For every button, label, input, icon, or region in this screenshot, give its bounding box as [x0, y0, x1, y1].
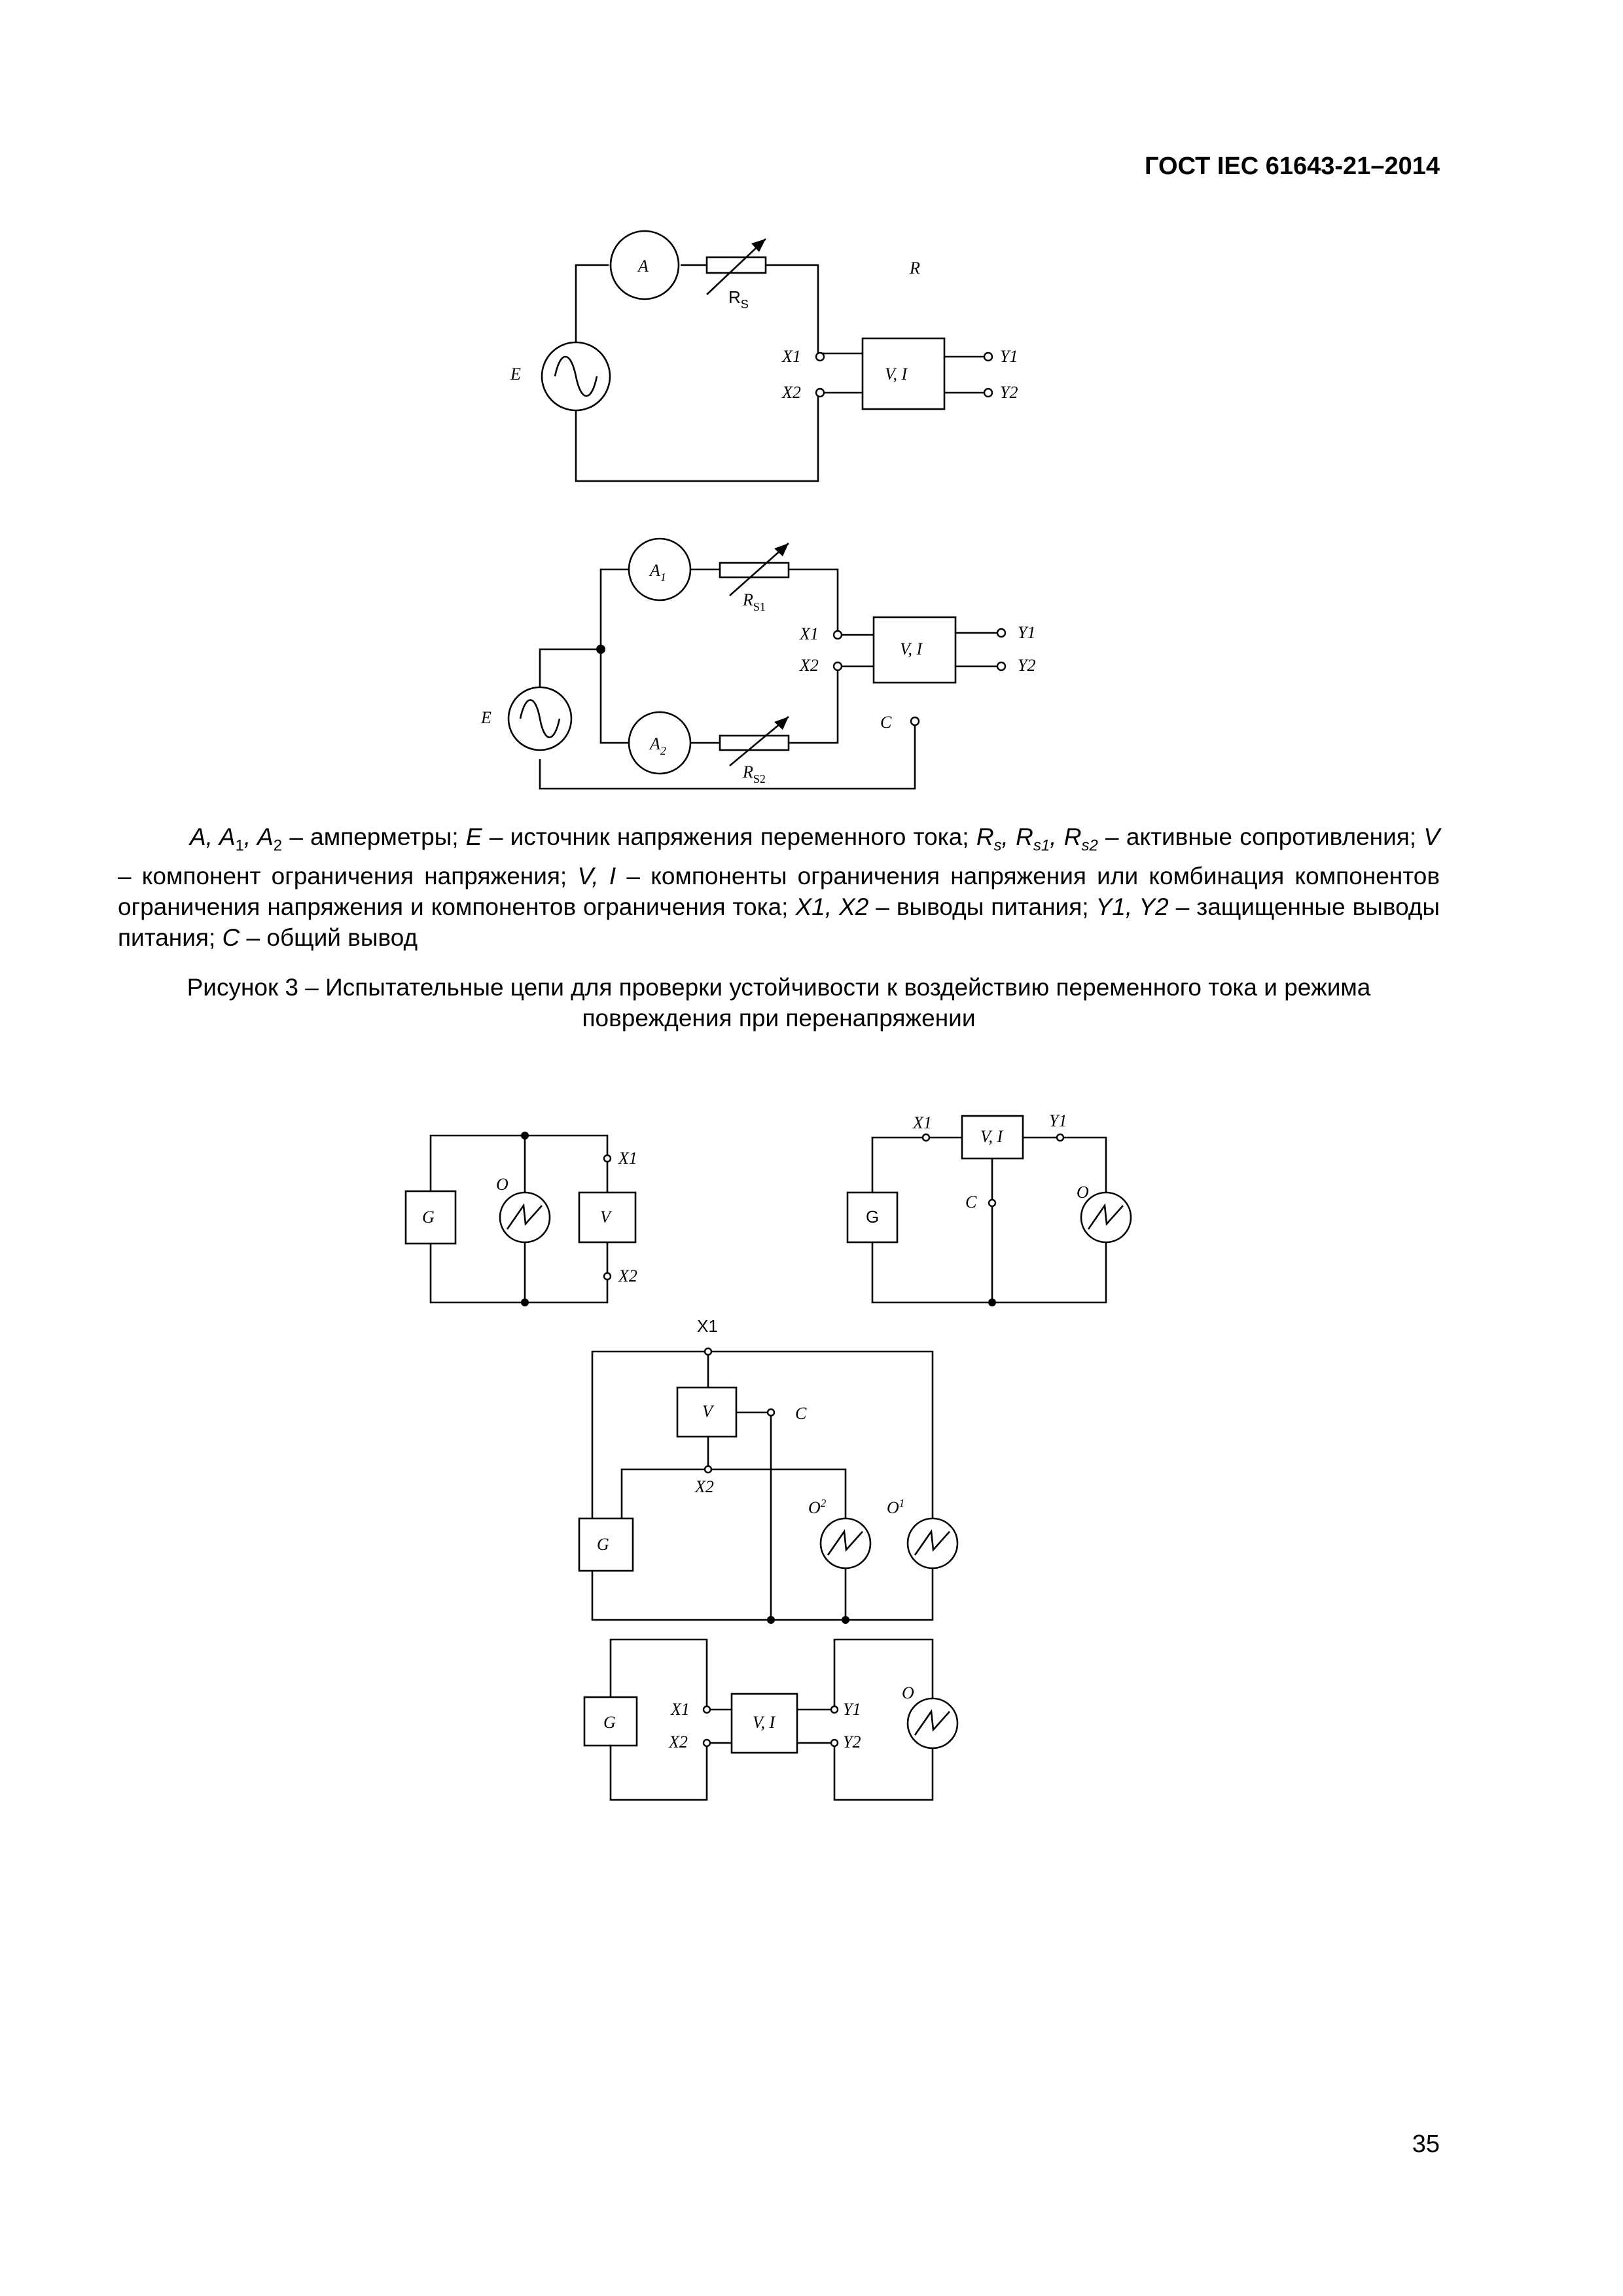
generator-label: G: [603, 1713, 616, 1732]
legend-text: – защищенные выводы питания;: [118, 893, 1440, 952]
source-label: E: [481, 708, 491, 727]
y2-label: Y2: [843, 1732, 861, 1751]
device-label: V: [600, 1208, 611, 1227]
scope-label: O: [902, 1683, 914, 1702]
x2-label: X2: [782, 383, 801, 402]
circuit-diagram-4: [847, 1111, 1131, 1306]
circuit-diagram-1: [510, 231, 1018, 481]
legend-ammeter-symbols-2: , A: [243, 823, 274, 850]
x1-label: X1: [800, 624, 819, 643]
generator-label: G: [866, 1207, 880, 1227]
r-label: R: [910, 259, 920, 278]
terminal-y1: [997, 629, 1005, 637]
terminal-x2: [834, 662, 842, 670]
common-label: C: [795, 1404, 807, 1423]
ammeter-2-label: $A_2$: [650, 734, 666, 757]
terminal-c: [768, 1409, 774, 1416]
circuit-diagram-5: [579, 1316, 957, 1624]
legend-text: – выводы питания;: [868, 893, 1096, 921]
device-label: V, I: [900, 639, 923, 658]
figure-legend: [118, 821, 1440, 953]
circuit-diagram-6: [584, 1640, 957, 1800]
legend-v-symbol: V: [1423, 823, 1440, 850]
terminal-y2: [997, 662, 1005, 670]
x2-label: X2: [618, 1266, 637, 1285]
legend-sub: 2: [273, 836, 283, 855]
y1-label: Y1: [1049, 1111, 1067, 1130]
circuit-diagram-3: [406, 1132, 637, 1306]
terminal-x1: [705, 1348, 711, 1355]
legend-text: – источник напряжения переменного тока;: [482, 823, 976, 850]
legend-resistor-symbol: , R: [1050, 823, 1082, 850]
device-label: V: [702, 1402, 713, 1421]
variable-resistor-1-icon: [720, 563, 789, 577]
scope-label: O: [1077, 1183, 1089, 1202]
terminal-c: [989, 1200, 995, 1206]
y1-label: Y1: [843, 1700, 861, 1719]
y1-label: Y1: [1018, 623, 1036, 642]
terminal-y2: [984, 389, 992, 397]
terminal-x2: [704, 1740, 710, 1746]
legend-text: – амперметры;: [282, 823, 466, 850]
generator-label: G: [597, 1535, 609, 1554]
legend-text: – компоненты ограничения напряжения или комбинация компонентов ограничения напряжения и компонентов ограничения тока;: [118, 863, 1440, 921]
legend-sub: s: [993, 836, 1002, 855]
common-label: C: [965, 1193, 977, 1211]
device-label: V, I: [980, 1127, 1003, 1146]
terminal-x1: [704, 1706, 710, 1713]
legend-resistor-symbol: R: [976, 823, 994, 850]
terminal-x1: [834, 631, 842, 639]
x1-label: X1: [697, 1316, 718, 1336]
device-label: V, I: [753, 1713, 776, 1732]
terminal-x1: [923, 1134, 929, 1141]
x2-label: X2: [800, 656, 819, 675]
y2-label: Y2: [1000, 383, 1018, 402]
legend-c-symbol: C: [222, 924, 240, 952]
legend-vi-symbol: V, I: [577, 863, 616, 890]
terminal-y1: [984, 353, 992, 361]
resistor-2-label: $R_{S2}$: [743, 762, 766, 785]
scope-label: O: [496, 1175, 508, 1194]
legend-resistor-symbol: , R: [1001, 823, 1033, 850]
x1-label: X1: [618, 1149, 637, 1168]
x1-label: X1: [913, 1113, 932, 1132]
source-label: E: [510, 365, 521, 384]
terminal-y2: [831, 1740, 838, 1746]
legend-ammeter-symbols: A, A: [190, 823, 236, 850]
resistor-1-label: $R_{S1}$: [743, 590, 766, 613]
terminal-y1: [831, 1706, 838, 1713]
x1-label: X1: [671, 1700, 690, 1719]
x2-label: X2: [669, 1732, 688, 1751]
variable-resistor-2-icon: [720, 736, 789, 750]
terminal-x1: [604, 1155, 611, 1162]
terminal-y1: [1057, 1134, 1063, 1141]
circuit-diagram-2: [480, 539, 1035, 789]
legend-sub: 1: [235, 836, 244, 855]
resistor-label: $R_S$: [728, 287, 749, 311]
scope-1-label: $O^1$: [887, 1497, 905, 1517]
legend-text: – общий вывод: [240, 924, 418, 952]
ammeter-label: A: [638, 257, 649, 276]
legend-source-symbol: E: [465, 823, 482, 850]
common-label: C: [880, 713, 892, 732]
ammeter-1-label: $A_1$: [650, 561, 666, 584]
terminal-x2: [604, 1273, 611, 1280]
legend-text: – активные сопротивления;: [1097, 823, 1424, 850]
page-number: 35: [1412, 2130, 1440, 2158]
scope-2-label: $O^2$: [808, 1497, 827, 1517]
x2-label: X2: [695, 1477, 714, 1496]
legend-sub: s1: [1033, 836, 1050, 855]
x1-label: X1: [782, 347, 801, 366]
legend-x-symbols: X1, X2: [795, 893, 869, 921]
variable-resistor-icon: [707, 257, 766, 273]
generator-label: G: [422, 1208, 435, 1227]
y2-label: Y2: [1018, 656, 1036, 675]
legend-text: – компонент ограничения напряжения;: [118, 863, 578, 890]
terminal-c: [911, 717, 919, 725]
document-header: ГОСТ IEC 61643-21–2014: [1144, 152, 1440, 180]
legend-y-symbols: Y1, Y2: [1096, 893, 1169, 921]
y1-label: Y1: [1000, 347, 1018, 366]
device-label: V, I: [885, 365, 908, 384]
terminal-x2: [816, 389, 824, 397]
figure-title: Рисунок 3 – Испытательные цепи для проверки устойчивости к воздействию переменного тока и режима повреждения при перенапряжении: [187, 974, 1371, 1031]
legend-sub: s2: [1081, 836, 1098, 855]
terminal-x1: [816, 353, 824, 361]
terminal-x2: [705, 1466, 711, 1473]
